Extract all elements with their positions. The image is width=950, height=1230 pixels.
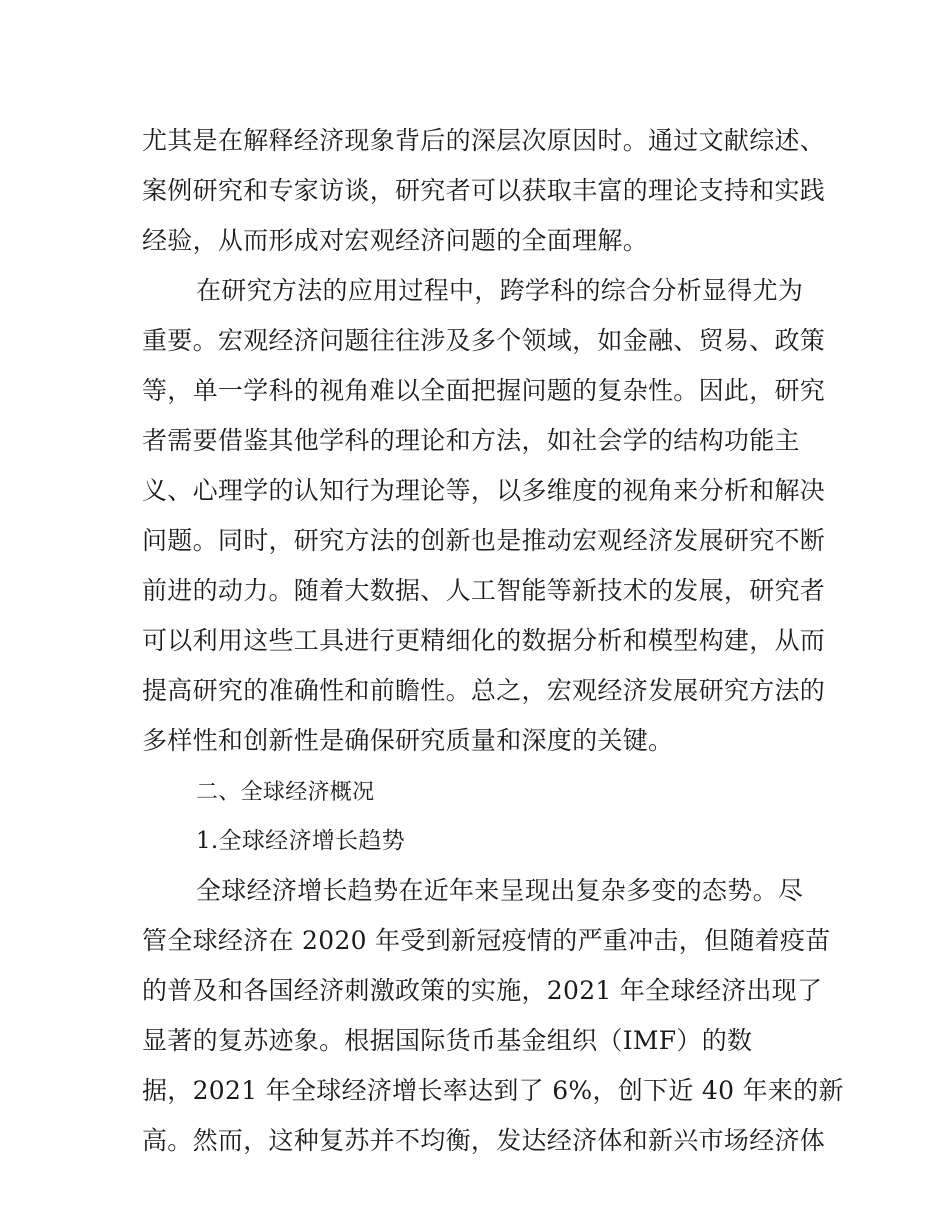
body-text-line: 前进的动力。随着大数据、人工智能等新技术的发展，研究者 — [142, 576, 826, 605]
body-text-line: 的普及和各国经济刺激政策的实施，2021 年全球经济出现了 — [142, 976, 823, 1005]
body-text-line: 者需要借鉴其他学科的理论和方法，如社会学的结构功能主 — [142, 426, 800, 455]
body-text-line: 高。然而，这种复苏并不均衡，发达经济体和新兴市场经济体 — [142, 1126, 826, 1155]
body-text-line: 全球经济增长趋势在近年来呈现出复杂多变的态势。尽 — [196, 876, 804, 905]
body-text-line: 管全球经济在 2020 年受到新冠疫情的严重冲击，但随着疫苗 — [142, 926, 831, 955]
body-text-line: 经验，从而形成对宏观经济问题的全面理解。 — [142, 226, 649, 255]
body-text-line: 在研究方法的应用过程中，跨学科的综合分析显得尤为 — [196, 276, 804, 305]
body-text-line: 义、心理学的认知行为理论等，以多维度的视角来分析和解决 — [142, 476, 826, 505]
body-text-line: 据，2021 年全球经济增长率达到了 6%，创下近 40 年来的新 — [142, 1076, 844, 1105]
body-text-line: 可以利用这些工具进行更精细化的数据分析和模型构建，从而 — [142, 626, 826, 655]
body-text-line: 显著的复苏迹象。根据国际货币基金组织（IMF）的数 — [142, 1026, 753, 1055]
body-text-line: 等，单一学科的视角难以全面把握问题的复杂性。因此，研究 — [142, 376, 826, 405]
section-heading: 二、全球经济概况 — [196, 780, 375, 805]
body-text-line: 案例研究和专家访谈，研究者可以获取丰富的理论支持和实践 — [142, 176, 826, 205]
body-text-line: 重要。宏观经济问题往往涉及多个领域，如金融、贸易、政策 — [142, 326, 826, 355]
body-text-line: 多样性和创新性是确保研究质量和深度的关键。 — [142, 726, 674, 755]
subsection-heading: 1.全球经济增长趋势 — [196, 828, 405, 854]
body-text-line: 尤其是在解释经济现象背后的深层次原因时。通过文献综述、 — [142, 126, 826, 155]
body-text-line: 问题。同时，研究方法的创新也是推动宏观经济发展研究不断 — [142, 526, 826, 555]
body-text-line: 提高研究的准确性和前瞻性。总之，宏观经济发展研究方法的 — [142, 676, 826, 705]
